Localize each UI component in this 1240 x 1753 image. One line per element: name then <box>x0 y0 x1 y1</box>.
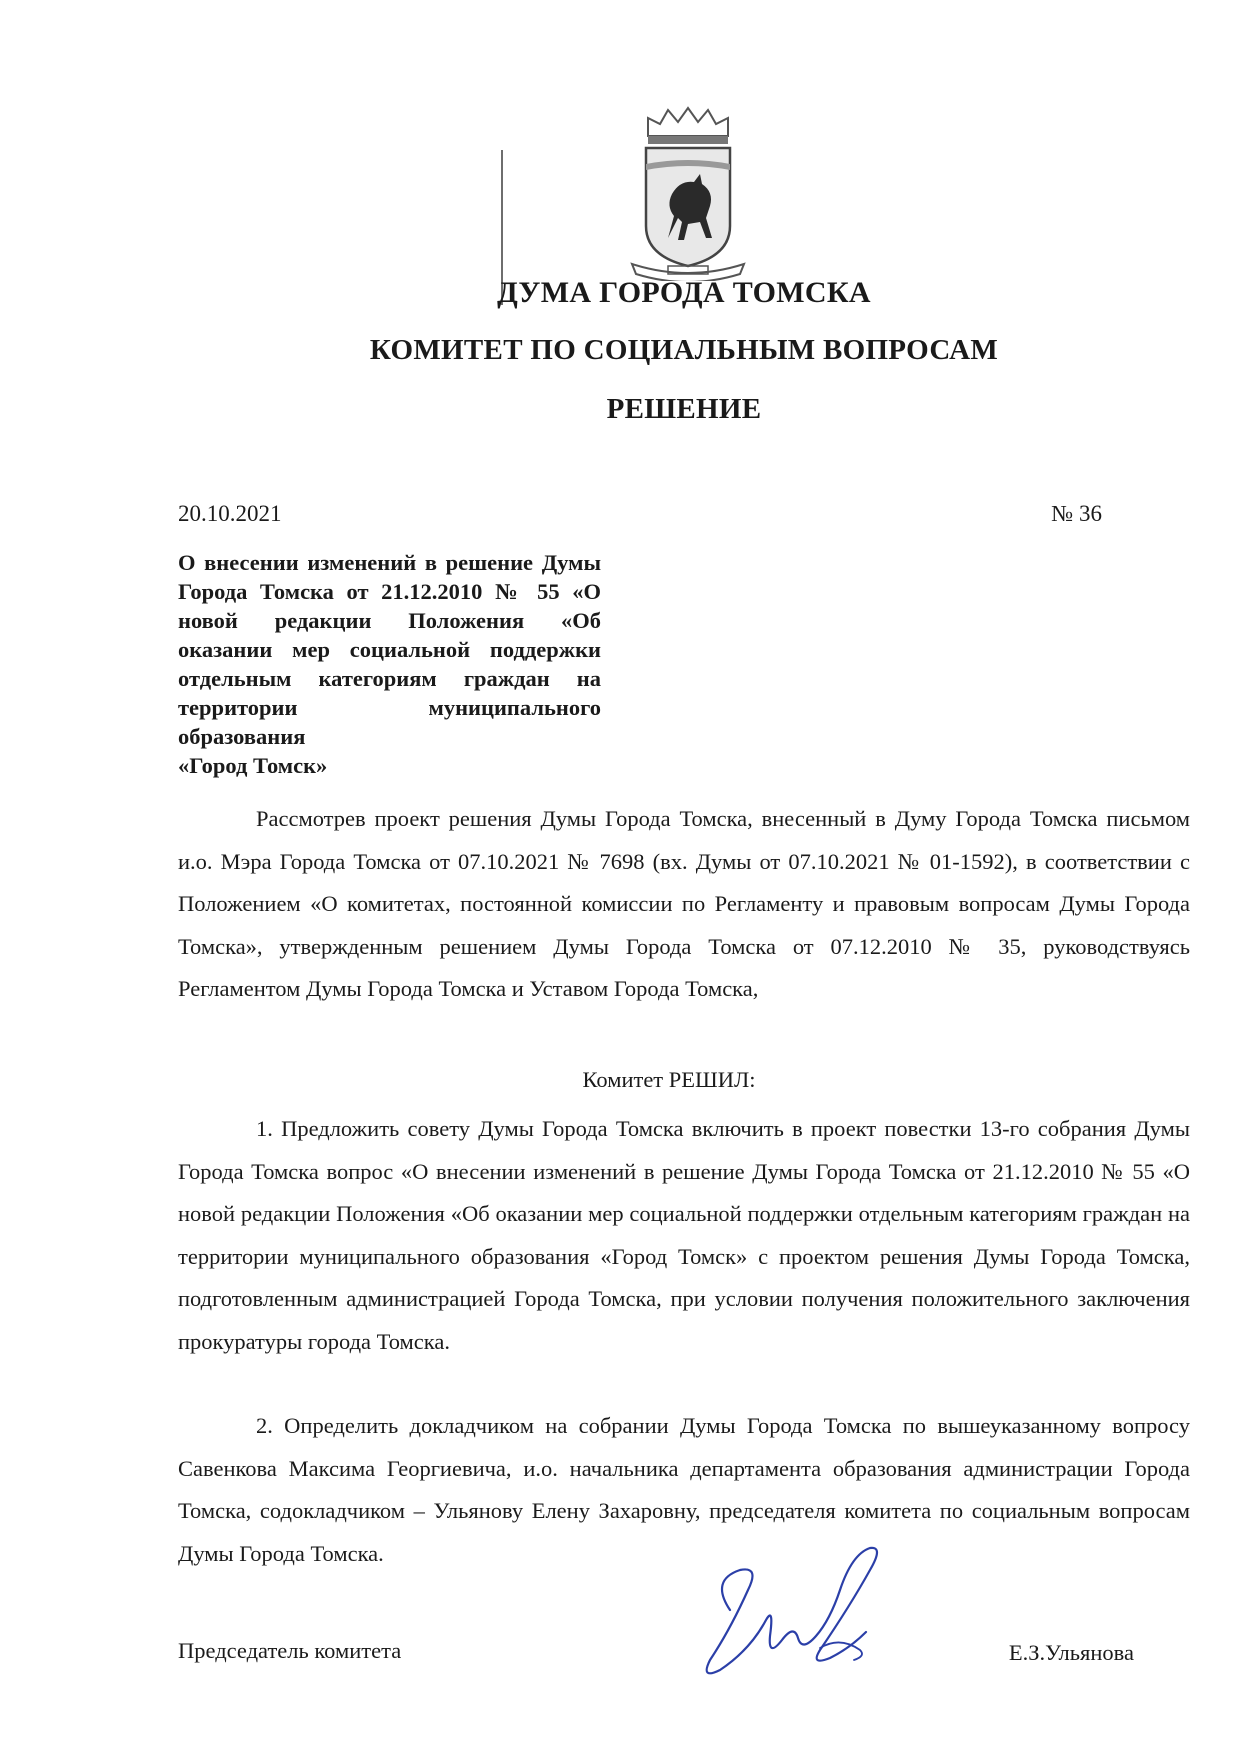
subject-line: граждан на территории <box>178 666 602 720</box>
signature-icon <box>670 1540 910 1700</box>
committee-title: КОМИТЕТ ПО СОЦИАЛЬНЫМ ВОПРОСАМ <box>369 334 999 366</box>
subject-line: № 55 «О новой редакции Положения <box>178 579 601 633</box>
subject-line: Думы Города Томска от 21.12.2010 <box>178 550 602 604</box>
document-subject <box>178 548 601 780</box>
subject-line: О внесении изменений в решение <box>178 550 534 575</box>
document-date: 20.10.2021 <box>178 501 282 526</box>
decision-item-2: 2. Определить докладчиком на собрании Думы Города Томска по вышеуказанному вопросу Савенкова Максима Георгиевича, и.о. начальника департамента образования администрации Города Томска, содокладчиком – Ульянову Елену Захаровну, председателя комитета по социальным вопросам Думы Города Томска. <box>178 1413 1190 1566</box>
document-type-title: РЕШЕНИЕ <box>606 393 762 425</box>
subject-line: «Об оказании мер социальной <box>178 608 602 662</box>
document-number: № 36 <box>1051 501 1102 526</box>
subject-line: муниципального образования <box>178 695 601 749</box>
decision-item-1: 1. Предложить совету Думы Города Томска включить в проект повестки 13-го собрания Думы Города Томска вопрос «О внесении изменений в решение Думы Города Томска от 21.12.2010 № 55 «О новой редакции Положения «Об оказании мер социальной поддержки отдельным категориям граждан на территории муниципального образования «Город Томск» с проектом решения Думы Города Томска, подготовленным администрацией Города Томска, при условии получения положительного заключения прокуратуры города Томска. <box>178 1116 1190 1354</box>
coat-of-arms-icon <box>628 106 748 281</box>
subject-line: «Город Томск» <box>178 753 328 778</box>
intro-paragraph: Рассмотрев проект решения Думы Города Томска, внесенный в Думу Города Томска письмом и.о. Мэра Города Томска от 07.10.2021 № 7698 (вх. Думы от 07.10.2021 № 01-1592), в соответствии с Положением «О комитетах, постоянной комиссии по Регламенту и правовым вопросам Думы Города Томска», утвержденным решением Думы Города Томска от 07.12.2010 № 35, руководствуясь Регламентом Думы Города Томска и Уставом Города Томска, <box>178 806 1190 1001</box>
organization-title: ДУМА ГОРОДА ТОМСКА <box>497 276 871 309</box>
resolved-heading: Комитет РЕШИЛ: <box>582 1067 756 1092</box>
signatory-position: Председатель комитета <box>178 1638 402 1663</box>
signatory-name: Е.З.Ульянова <box>1008 1640 1134 1665</box>
subject-line: поддержки отдельным категориям <box>178 637 601 691</box>
